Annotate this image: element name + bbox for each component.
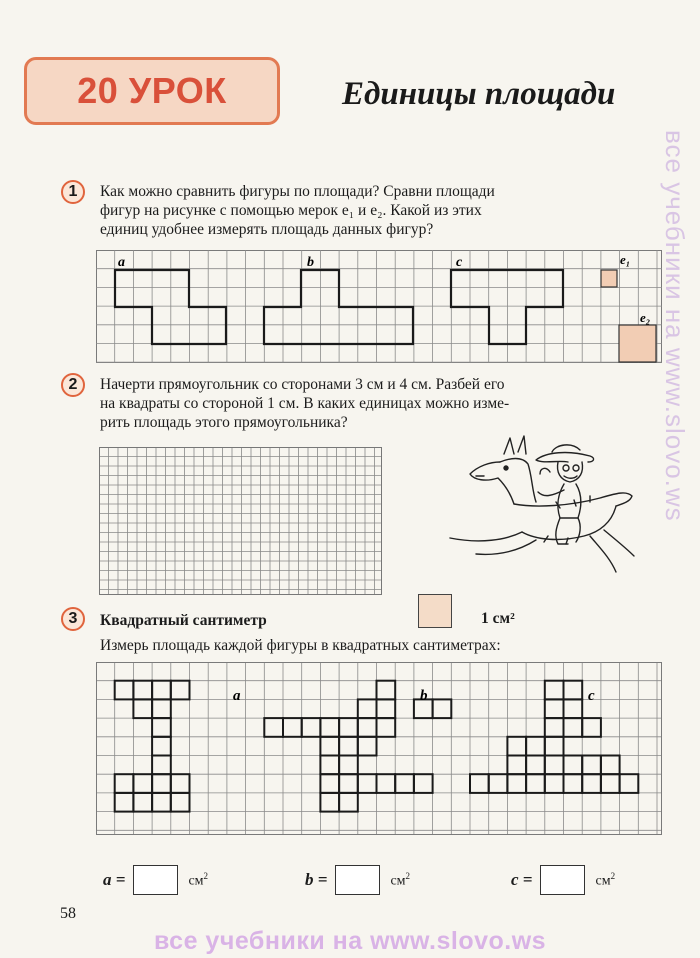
answer-c-unit: см: [595, 873, 611, 889]
figure-3a-cell: [171, 681, 190, 700]
answer-c-box[interactable]: [540, 865, 585, 895]
task-1-line-3: единиц удобнее измерять площадь данных фигур?: [100, 221, 434, 238]
figure-3b-label: b: [420, 688, 428, 704]
figure-3c-cell: [564, 718, 583, 737]
figure-3c-cell: [582, 774, 601, 793]
figure-3b-cell: [377, 699, 396, 718]
task-1-line-1: Как можно сравнить фигуры по площади? Сравни площади: [100, 183, 495, 200]
figure-3b-cell: [377, 774, 396, 793]
figure-3c-cell: [564, 774, 583, 793]
figure-3a-cell: [152, 774, 171, 793]
figure-3a-cell: [133, 681, 152, 700]
answer-b-sup: 2: [405, 870, 411, 881]
figure-3c-cell: [545, 737, 564, 756]
figure-1a-label: a: [118, 255, 125, 270]
figure-3a-cell: [152, 718, 171, 737]
measure-e1-label: e₁: [620, 252, 631, 267]
watermark-bottom: все учебники на www.slovo.ws: [153, 927, 547, 955]
figure-3a-cell: [133, 774, 152, 793]
figure-3c-cell: [545, 718, 564, 737]
measure-e1: [601, 270, 617, 287]
figure-3a-cell: [171, 774, 190, 793]
figure-3b-cell: [320, 718, 339, 737]
answer-c: [511, 865, 615, 895]
answer-b-unit: см: [390, 873, 406, 889]
figure-3c-cell: [507, 774, 526, 793]
figure-3b-cell: [320, 774, 339, 793]
figure-3a-label: a: [233, 688, 241, 704]
figure-3c-cell: [545, 774, 564, 793]
figure-3a-cell: [171, 793, 190, 812]
figure-3c-cell: [545, 699, 564, 718]
figure-3a-cell: [152, 793, 171, 812]
answer-b: [305, 865, 410, 895]
figure-3c-cell: [470, 774, 489, 793]
figure-3c-cell: [601, 756, 620, 775]
figure-3b-cell: [395, 774, 414, 793]
square-cm-label: 1 см²: [481, 610, 515, 627]
answer-b-var: b =: [305, 870, 328, 889]
figure-3b-cell: [283, 718, 302, 737]
figure-3b-cell: [339, 793, 358, 812]
figure-3c-cell: [526, 737, 545, 756]
task-2-line-2: на квадраты со стороной 1 см. В каких единицах можно изме-: [100, 395, 510, 412]
measure-e2: [619, 325, 656, 362]
watermark-side: все учебники на www.slovo.ws: [660, 130, 690, 522]
lesson-badge-text: 20 УРОК: [77, 70, 227, 111]
figure-3c-cell: [564, 756, 583, 775]
task-1-line-2: фигур на рисунке с помощью мерок e₁ и e₂. Какой из этих: [100, 202, 482, 219]
task-2-number: 2: [61, 373, 85, 397]
answer-a-var: a =: [103, 870, 126, 889]
task-2-grid: [99, 447, 383, 596]
figure-3c-cell: [545, 756, 564, 775]
figure-3c-cell: [582, 718, 601, 737]
figure-3c-cell: [545, 681, 564, 700]
figure-3a-cell: [152, 681, 171, 700]
figure-3c-label: c: [588, 688, 595, 704]
figure-3b-cell: [339, 774, 358, 793]
rider-on-llama-illustration: [440, 432, 640, 582]
figure-1c-label: c: [456, 255, 463, 270]
answer-a-unit: см: [188, 873, 204, 889]
figure-3a-cell: [115, 774, 134, 793]
figure-3c-cell: [507, 756, 526, 775]
figure-3b-cell: [320, 793, 339, 812]
figure-3b-cell: [358, 718, 377, 737]
answer-b-box[interactable]: [335, 865, 380, 895]
figure-3b-cell: [414, 774, 433, 793]
square-cm-sample: [418, 594, 452, 628]
figure-3c-cell: [526, 756, 545, 775]
answer-a-sup: 2: [203, 870, 209, 881]
task-3-number: 3: [61, 607, 85, 631]
task-1-grid-figure: [96, 250, 666, 364]
figure-3b-cell: [302, 718, 321, 737]
figure-3c-cell: [582, 756, 601, 775]
figure-3b-cell: [377, 681, 396, 700]
figure-3b-cell: [358, 699, 377, 718]
figure-3a-cell: [133, 793, 152, 812]
figure-3c-cell: [489, 774, 508, 793]
page-title: Единицы площади: [342, 76, 616, 112]
answer-a: [103, 865, 208, 895]
task-3-heading: Квадратный сантиметр: [100, 612, 267, 629]
figure-3b-cell: [433, 699, 452, 718]
task-3-line: Измерь площадь каждой фигуры в квадратных сантиметрах:: [100, 637, 501, 654]
figure-3c-cell: [526, 774, 545, 793]
figure-1b: [264, 270, 413, 344]
figure-3b-cell: [358, 737, 377, 756]
figure-1b-label: b: [307, 255, 314, 270]
figure-3c-cell: [564, 681, 583, 700]
figure-3b-cell: [339, 718, 358, 737]
figure-3b-cell: [339, 737, 358, 756]
figure-3c-cell: [507, 737, 526, 756]
task-3-grid-figure: [96, 662, 666, 836]
figure-3a-cell: [152, 756, 171, 775]
figure-3b-cell: [339, 756, 358, 775]
figure-3a-cell: [115, 681, 134, 700]
figure-3a-cell: [152, 699, 171, 718]
figure-3c-cell: [601, 774, 620, 793]
figure-3c-cell: [620, 774, 639, 793]
task-1-number: 1: [61, 180, 85, 204]
figure-3a-cell: [152, 737, 171, 756]
figure-3b-cell: [320, 737, 339, 756]
figure-3b-cell: [358, 774, 377, 793]
measure-e2-label: e₂: [640, 310, 651, 325]
figure-3b-cell: [264, 718, 283, 737]
figure-3a-cell: [115, 793, 134, 812]
figure-3b-cell: [377, 718, 396, 737]
answer-c-sup: 2: [610, 870, 616, 881]
task-2-text: [100, 375, 509, 432]
figure-3a-cell: [133, 699, 152, 718]
page-number: 58: [60, 905, 76, 922]
figure-3c-cell: [564, 699, 583, 718]
lesson-badge: [24, 57, 280, 125]
task-2-line-3: рить площадь этого прямоугольника?: [100, 414, 348, 431]
answer-a-box[interactable]: [133, 865, 178, 895]
task-1-text: [100, 182, 495, 239]
answer-c-var: c =: [511, 870, 533, 889]
task-2-line-1: Начерти прямоугольник со сторонами 3 см и 4 см. Разбей его: [100, 376, 505, 393]
figure-3b-cell: [320, 756, 339, 775]
